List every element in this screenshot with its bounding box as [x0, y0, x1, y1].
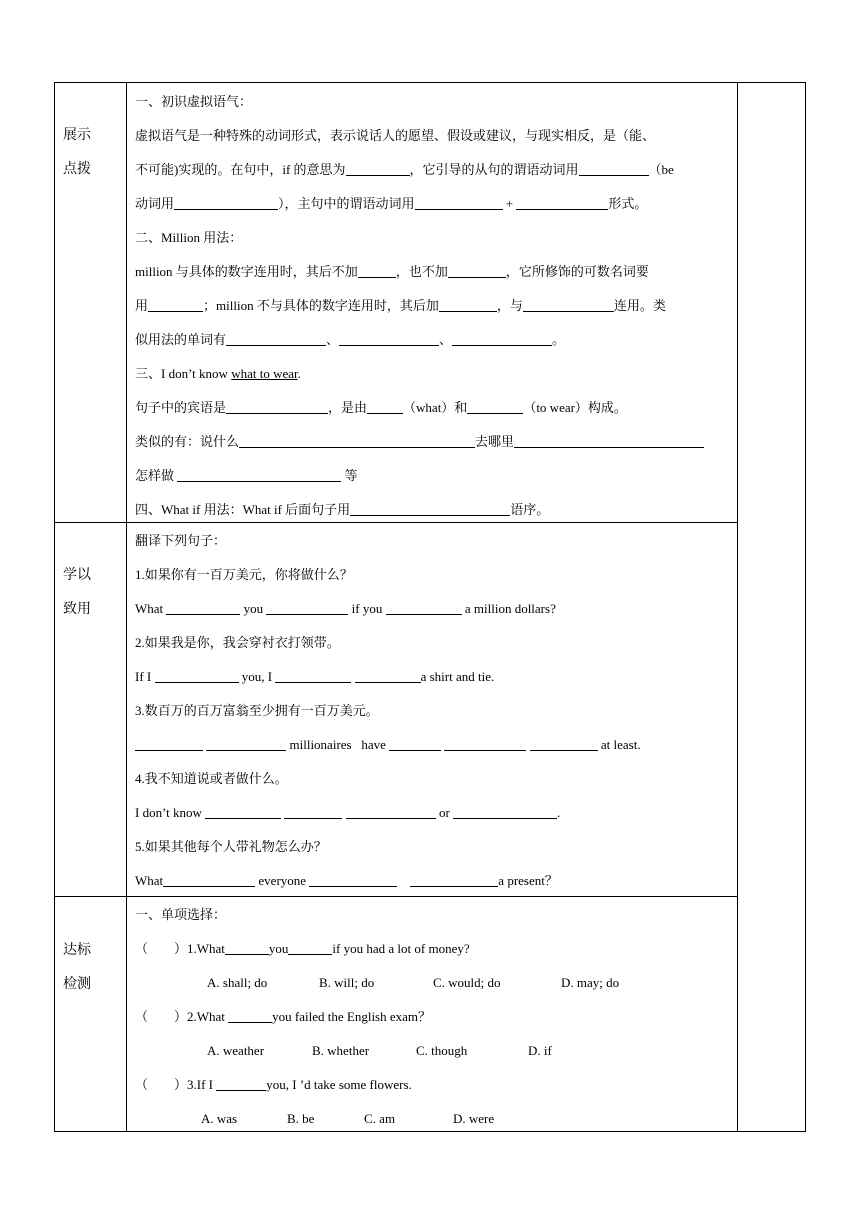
worksheet-table	[54, 82, 806, 1132]
test-title: 一、单项选择：	[135, 907, 227, 922]
section-label-practice: 学以 致用	[63, 568, 91, 617]
question-chinese: 5.如果其他每个人带礼物怎么办？	[135, 839, 327, 854]
option-b[interactable]: B. will; do	[319, 975, 375, 990]
mc-question-2: （ ）2.What you failed the English exam？	[135, 1009, 432, 1024]
answer-blank[interactable]	[448, 263, 506, 278]
paragraph-line: 用 ；million 不与具体的数字连用时，其后加 ，与 连用。类	[135, 298, 666, 313]
heading-dont-know: 三、I don’t know what to wear.	[135, 366, 301, 381]
question-chinese: 1.如果你有一百万美元，你将做什么？	[135, 567, 353, 582]
option-d[interactable]: D. may; do	[561, 975, 620, 990]
question-english: What you if you a million dollars?	[135, 601, 556, 616]
question-english: millionaires have at least.	[135, 728, 733, 762]
option-c[interactable]: C. though	[416, 1043, 468, 1058]
answer-blank[interactable]	[239, 433, 475, 448]
answer-blank[interactable]	[266, 600, 348, 615]
question-chinese: 3.数百万的百万富翁至少拥有一百万美元。	[135, 703, 379, 718]
answer-blank[interactable]	[148, 297, 203, 312]
answer-blank[interactable]	[155, 668, 239, 683]
mc-options-2	[135, 1034, 733, 1068]
answer-blank[interactable]	[166, 600, 240, 615]
option-d[interactable]: D. were	[453, 1111, 495, 1126]
answer-blank[interactable]	[367, 399, 403, 414]
answer-blank[interactable]	[135, 736, 203, 751]
answer-blank[interactable]	[216, 1076, 266, 1091]
answer-blank[interactable]	[309, 872, 397, 887]
paragraph-line: million 与具体的数字连用时，其后不加 ，也不加 ，它所修饰的可数名词要	[135, 264, 649, 279]
answer-blank[interactable]	[346, 804, 436, 819]
answer-blank[interactable]	[205, 804, 281, 819]
option-c[interactable]: C. would; do	[433, 975, 501, 990]
answer-blank[interactable]	[339, 331, 439, 346]
mc-question-1: （ ）1.What you if you had a lot of money?	[135, 941, 470, 956]
answer-blank[interactable]	[530, 736, 598, 751]
answer-blank[interactable]	[415, 195, 503, 210]
option-a[interactable]: A. shall; do	[207, 975, 268, 990]
question-chinese: 2.如果我是你，我会穿衬衣打领带。	[135, 635, 340, 650]
section-content-display	[135, 85, 733, 527]
section-content-test	[135, 898, 733, 1136]
question-chinese: 4.我不知道说或者做什么。	[135, 771, 288, 786]
paragraph-line: 不可能)实现的。在句中，if 的意思为 ，它引导的从句的谓语动词用 （be	[135, 162, 674, 177]
mc-options-1	[135, 966, 733, 1000]
section-label-test: 达标 检测	[63, 943, 91, 992]
practice-title: 翻译下列句子：	[135, 533, 227, 548]
answer-blank[interactable]	[355, 668, 421, 683]
answer-blank[interactable]	[206, 736, 286, 751]
paragraph-line: 似用法的单词有 、 、 。	[135, 332, 566, 347]
answer-blank[interactable]	[358, 263, 396, 278]
answer-paren[interactable]: （ ）	[135, 941, 188, 956]
answer-blank[interactable]	[514, 433, 704, 448]
answer-blank[interactable]	[284, 804, 342, 819]
answer-blank[interactable]	[389, 736, 441, 751]
question-english: I don’t know or .	[135, 805, 561, 820]
section-content-practice	[135, 524, 733, 898]
answer-blank[interactable]	[225, 940, 269, 955]
answer-blank[interactable]	[444, 736, 526, 751]
answer-blank[interactable]	[163, 872, 255, 887]
answer-blank[interactable]	[452, 331, 552, 346]
answer-blank[interactable]	[516, 195, 608, 210]
answer-paren[interactable]: （ ）	[135, 1077, 188, 1092]
option-b[interactable]: B. be	[287, 1111, 315, 1126]
answer-blank[interactable]	[350, 501, 510, 516]
answer-blank[interactable]	[453, 804, 557, 819]
answer-blank[interactable]	[288, 940, 332, 955]
answer-blank[interactable]	[228, 1008, 272, 1023]
paragraph-line: 虚拟语气是一种特殊的动词形式，表示说话人的愿望、假设或建议，与现实相反，是（能、	[135, 128, 656, 143]
paragraph-line: 类似的有：说什么 去哪里	[135, 425, 733, 459]
option-a[interactable]: A. was	[201, 1111, 238, 1126]
mc-question-3: （ ）3.If I you, I ’d take some flowers.	[135, 1077, 412, 1092]
answer-blank[interactable]	[226, 331, 326, 346]
answer-blank[interactable]	[177, 467, 341, 482]
answer-paren[interactable]: （ ）	[135, 1009, 188, 1024]
answer-blank[interactable]	[346, 161, 410, 176]
column-divider	[737, 83, 738, 1131]
heading-subjunctive: 一、初识虚拟语气：	[135, 94, 253, 109]
answer-blank[interactable]	[275, 668, 351, 683]
answer-blank[interactable]	[410, 872, 498, 887]
section-label-display: 展示 点拨	[63, 128, 91, 177]
option-b[interactable]: B. whether	[312, 1043, 370, 1058]
question-english: If I you, I a shirt and tie.	[135, 669, 495, 684]
answer-blank[interactable]	[523, 297, 614, 312]
paragraph-line: 动词用 ），主句中的谓语动词用 + 形式。	[135, 196, 648, 211]
answer-blank[interactable]	[174, 195, 278, 210]
question-english: What everyone a present？	[135, 873, 558, 888]
answer-blank[interactable]	[467, 399, 523, 414]
answer-blank[interactable]	[439, 297, 497, 312]
heading-what-if: 四、What if 用法：What if 后面句子用 语序。	[135, 502, 550, 517]
answer-blank[interactable]	[226, 399, 328, 414]
paragraph-line: 句子中的宾语是 ，是由 （what）和 （to wear）构成。	[135, 400, 627, 415]
option-d[interactable]: D. if	[528, 1043, 552, 1058]
mc-options-3	[135, 1102, 733, 1136]
heading-million: 二、Million 用法：	[135, 230, 243, 245]
option-c[interactable]: C. am	[364, 1111, 396, 1126]
option-a[interactable]: A. weather	[207, 1043, 265, 1058]
answer-blank[interactable]	[579, 161, 649, 176]
paragraph-line: 怎样做 等	[135, 468, 358, 483]
answer-blank[interactable]	[386, 600, 462, 615]
